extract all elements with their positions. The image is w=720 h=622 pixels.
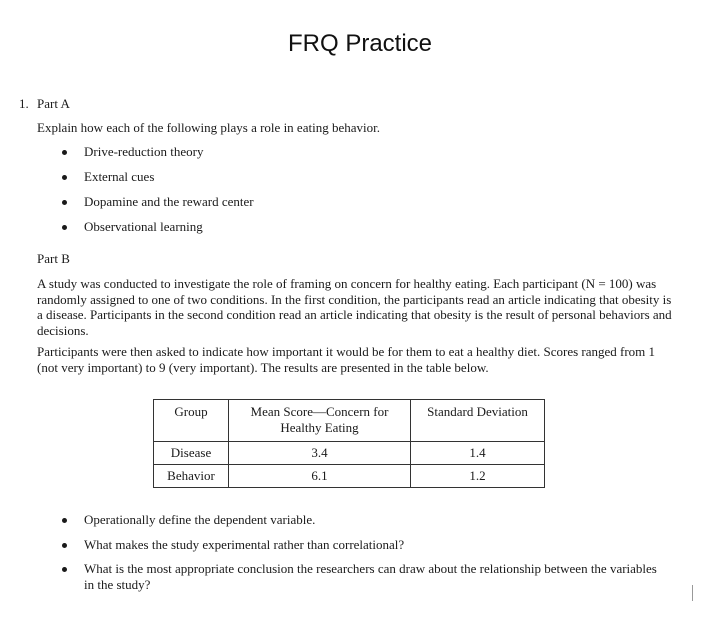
study-description: A study was conducted to investigate the role of framing on concern for healthy eating. Each participant (N = 100) was randomly assigned to one of two conditions. In the first condition, the participants read an article indicating that obesity is a disease. Participants in the second condition read an article indicating that obesity is the result of personal behaviors and decisions. bbox=[37, 276, 672, 338]
list-item: What makes the study experimental rather than correlational? bbox=[60, 537, 660, 553]
table-cell-group: Disease bbox=[154, 442, 229, 465]
page-title: FRQ Practice bbox=[287, 30, 433, 57]
table-cell-sd: 1.2 bbox=[411, 465, 545, 488]
list-item: Observational learning bbox=[60, 219, 254, 244]
table-cell-mean: 3.4 bbox=[229, 442, 411, 465]
list-item: What is the most appropriate conclusion the researchers can draw about the relationship between the variables in the study? bbox=[60, 561, 660, 592]
study-procedure: Participants were then asked to indicate how important it would be for them to eat a healthy diet. Scores ranged from 1 (not very important) to 9 (very important). The results are presented in the table below. bbox=[37, 344, 656, 375]
part-b-list bbox=[60, 512, 660, 601]
list-item: External cues bbox=[60, 169, 254, 194]
table-row bbox=[154, 442, 545, 465]
list-item: Operationally define the dependent variable. bbox=[60, 512, 660, 528]
table-cell-sd: 1.4 bbox=[411, 442, 545, 465]
table-header-row bbox=[154, 400, 545, 442]
text-cursor bbox=[692, 585, 693, 601]
column-header-mean-score: Mean Score—Concern for Healthy Eating bbox=[229, 400, 411, 442]
part-b-label: Part B bbox=[37, 251, 70, 266]
table-row bbox=[154, 465, 545, 488]
part-a-prompt: Explain how each of the following plays a role in eating behavior. bbox=[37, 120, 380, 135]
column-header-group: Group bbox=[154, 400, 229, 442]
list-item: Dopamine and the reward center bbox=[60, 194, 254, 219]
table-cell-mean: 6.1 bbox=[229, 465, 411, 488]
list-item: Drive-reduction theory bbox=[60, 144, 254, 169]
question-number: 1. bbox=[19, 96, 29, 111]
table-cell-group: Behavior bbox=[154, 465, 229, 488]
part-a-list bbox=[60, 144, 254, 244]
results-table bbox=[153, 399, 545, 488]
column-header-standard-deviation: Standard Deviation bbox=[411, 400, 545, 442]
part-a-label: Part A bbox=[37, 96, 70, 111]
